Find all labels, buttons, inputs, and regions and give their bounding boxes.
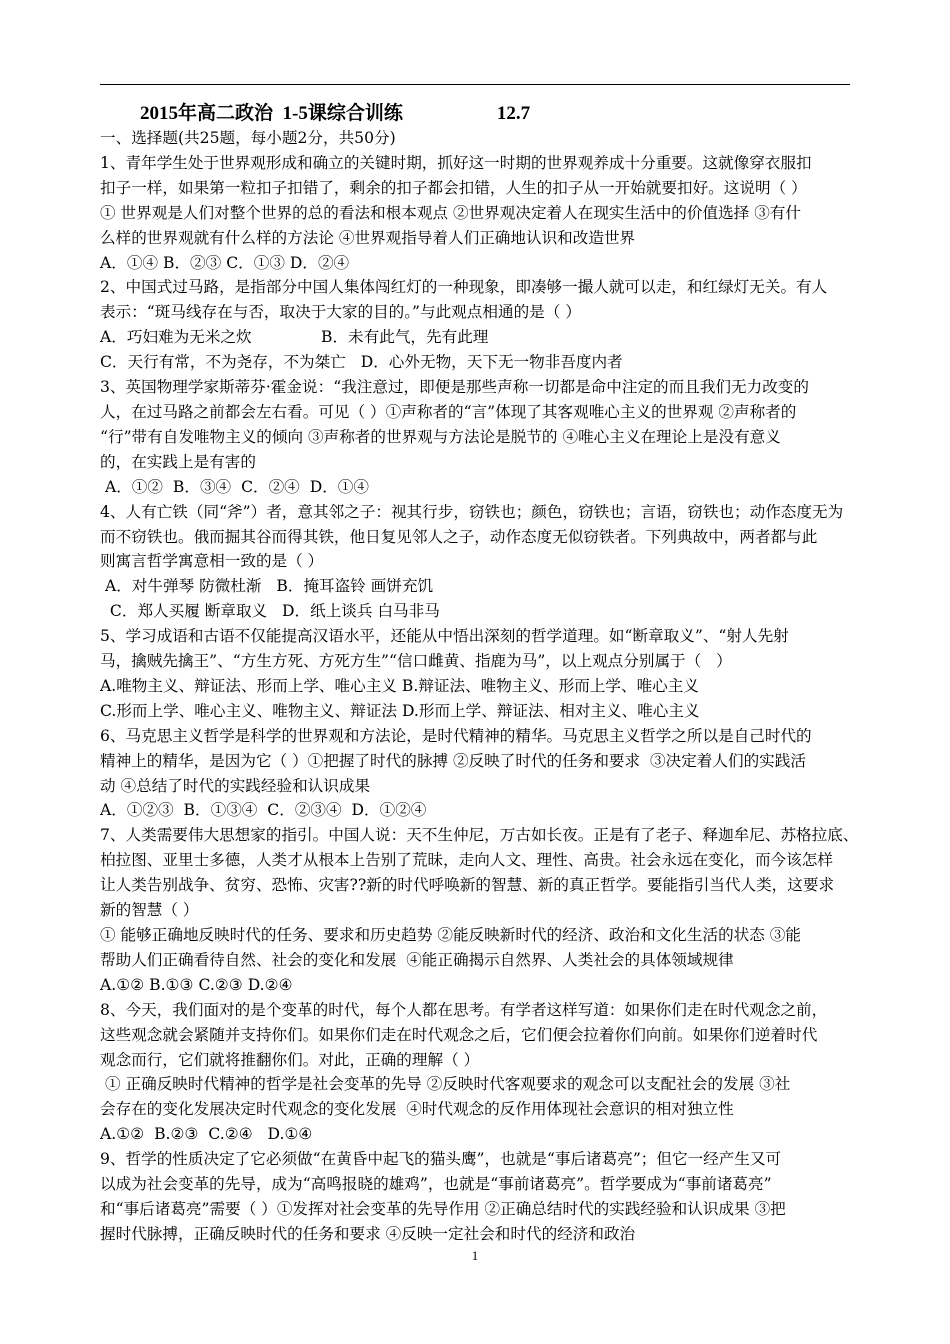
text-line: A．巧妇难为无米之炊 B．未有此气，先有此理 — [100, 328, 489, 347]
text-line: 而不窃铁也。俄而掘其谷而得其铁，他日复见邻人之子，动作态度无似窃铁者。下列典故中，两者都与此 — [100, 527, 818, 546]
text-line: C．郑人买履 断章取义 D．纸上谈兵 白马非马 — [100, 602, 440, 621]
text-line: 2、中国式过马路，是指部分中国人集体闯红灯的一种现象，即凑够一撮人就可以走，和红绿灯无关。有人 — [100, 278, 828, 297]
text-line: A.①② B.①③ C.②③ D.②④ — [100, 975, 293, 994]
document-body — [100, 100, 859, 1247]
text-line: C.形而上学、唯心主义、唯物主义、辩证法 D.形而上学、辩证法、相对主义、唯心主义 — [100, 701, 700, 720]
text-line: 则寓言哲学寓意相一致的是（ ） — [100, 552, 324, 571]
text-line: 柏拉图、亚里士多德，人类才从根本上告别了荒昧，走向人文、理性、高贵。社会永远在变化，而今该怎样 — [100, 851, 833, 870]
text-line: 8、今天，我们面对的是个变革的时代，每个人都在思考。有学者这样写道：如果你们走在时代观念之前， — [100, 1000, 828, 1019]
text-line: A．①④ B．②③ C．①③ D．②④ — [100, 253, 350, 272]
text-line: 观念而行，它们就将推翻你们。对此，正确的理解（ ） — [100, 1050, 480, 1069]
text-line: 扣子一样，如果第一粒扣子扣错了，剩余的扣子都会扣错，人生的扣子从一开始就要扣好。这说明（ ） — [100, 178, 807, 197]
text-line: 这些观念就会紧随并支持你们。如果你们走在时代观念之后，它们便会拉着你们向前。如果你们逆着时代 — [100, 1025, 818, 1044]
text-line: 精神上的精华，是因为它（ ）①把握了时代的脉搏 ②反映了时代的任务和要求 ③决定着人们的实践活 — [100, 751, 806, 770]
text-line: 动 ④总结了时代的实践经验和认识成果 — [100, 776, 371, 795]
section-heading: 一、选择题(共25题，每小题2分，共50分) — [100, 129, 396, 147]
text-line: 帮助人们正确看待自然、社会的变化和发展 ④能正确揭示自然界、人类社会的具体领域规律 — [100, 950, 734, 969]
text-line: A．对牛弹琴 防微杜渐 B．掩耳盗铃 画饼充饥 — [100, 577, 434, 596]
question-lines — [100, 151, 859, 1247]
text-line: 马，擒贼先擒王”、“方生方死、方死方生”“信口雌黄、指鹿为马”，以上观点分别属于（ ） — [100, 652, 732, 671]
text-line: 表示：“斑马线存在与否，取决于大家的目的。”与此观点相通的是（ ） — [100, 303, 581, 322]
text-line: 的，在实践上是有害的 — [100, 452, 256, 471]
text-line: A．①② B．③④ C．②④ D．①④ — [100, 477, 369, 496]
text-line: A.①② B.②③ C.②④ D.①④ — [100, 1125, 313, 1144]
header-rule — [100, 84, 850, 85]
page-number: 1 — [471, 1248, 479, 1263]
text-line: 3、英国物理学家斯蒂芬·霍金说：“我注意过，即便是那些声称一切都是命中注定的而且我们无力改变的 — [100, 378, 809, 397]
text-line: ① 世界观是人们对整个世界的总的看法和根本观点 ②世界观决定着人在现实生活中的价值选择 ③有什 — [100, 203, 801, 222]
title-text: 2015年高二政治 1-5课综合训练 — [140, 103, 403, 124]
text-line: 5、学习成语和古语不仅能提高汉语水平，还能从中悟出深刻的哲学道理。如“断章取义”、“射人先射 — [100, 627, 789, 646]
text-line: 人，在过马路之前都会左右看。可见（ ）①声称者的“言”体现了其客观唯心主义的世界观 ②声称者的 — [100, 402, 797, 421]
text-line: 6、马克思主义哲学是科学的世界观和方法论，是时代精神的精华。马克思主义哲学之所以是自己时代的 — [100, 726, 812, 745]
text-line: A．①②③ B．①③④ C．②③④ D．①②④ — [100, 801, 427, 820]
document-title — [100, 100, 856, 128]
text-line: 让人类告别战争、贫穷、恐怖、灾害??新的时代呼唤新的智慧、新的真正哲学。要能指引当代人类，这要求 — [100, 876, 835, 895]
text-line: ① 正确反映时代精神的哲学是社会变革的先导 ②反映时代客观要求的观念可以支配社会的发展 ③社 — [100, 1075, 791, 1094]
text-line: 会存在的变化发展决定时代观念的变化发展 ④时代观念的反作用体现社会意识的相对独立性 — [100, 1100, 734, 1119]
text-line: ① 能够正确地反映时代的任务、要求和历史趋势 ②能反映新时代的经济、政治和文化生活的状态 ③能 — [100, 926, 801, 944]
text-line: 7、人类需要伟大思想家的指引。中国人说：天不生仲尼，万古如长夜。正是有了老子、释迦牟尼、苏格拉底、 — [100, 826, 859, 845]
text-line: 4、人有亡铁（同“斧”）者，意其邻之子：视其行步，窃铁也；颜色，窃铁也；言语，窃铁也；动作态度无为 — [100, 502, 844, 521]
text-line: 9、哲学的性质决定了它必须做“在黄昏中起飞的猫头鹰”，也就是“事后诸葛亮”；但它一经产生又可 — [100, 1150, 782, 1169]
text-line: 和“事后诸葛亮”需要（ ）①发挥对社会变革的先导作用 ②正确总结时代的实践经验和认识成果 ③把 — [100, 1199, 786, 1218]
text-line: A.唯物主义、辩证法、形而上学、唯心主义 B.辩证法、唯物主义、形而上学、唯心主义 — [100, 676, 699, 695]
text-line: 以成为社会变革的先导，成为“高鸣报晓的雄鸡”，也就是“事前诸葛亮”。哲学要成为“事前诸葛亮” — [100, 1175, 772, 1194]
text-line: 么样的世界观就有什么样的方法论 ④世界观指导着人们正确地认识和改造世界 — [100, 228, 636, 247]
text-line: 新的智慧（ ） — [100, 901, 199, 920]
text-line: “行”带有自发唯物主义的倾向 ③声称者的世界观与方法论是脱节的 ④唯心主义在理论上是没有意义 — [100, 427, 781, 446]
text-line: 握时代脉搏，正确反映时代的任务和要求 ④反映一定社会和时代的经济和政治 — [100, 1224, 636, 1243]
text-line: C．天行有常，不为尧存，不为桀亡 D．心外无物，天下无一物非吾度内者 — [100, 353, 623, 372]
title-date: 12.7 — [496, 103, 531, 124]
text-line: 1、青年学生处于世界观形成和确立的关键时期，抓好这一时期的世界观养成十分重要。这就像穿衣服扣 — [100, 153, 812, 172]
